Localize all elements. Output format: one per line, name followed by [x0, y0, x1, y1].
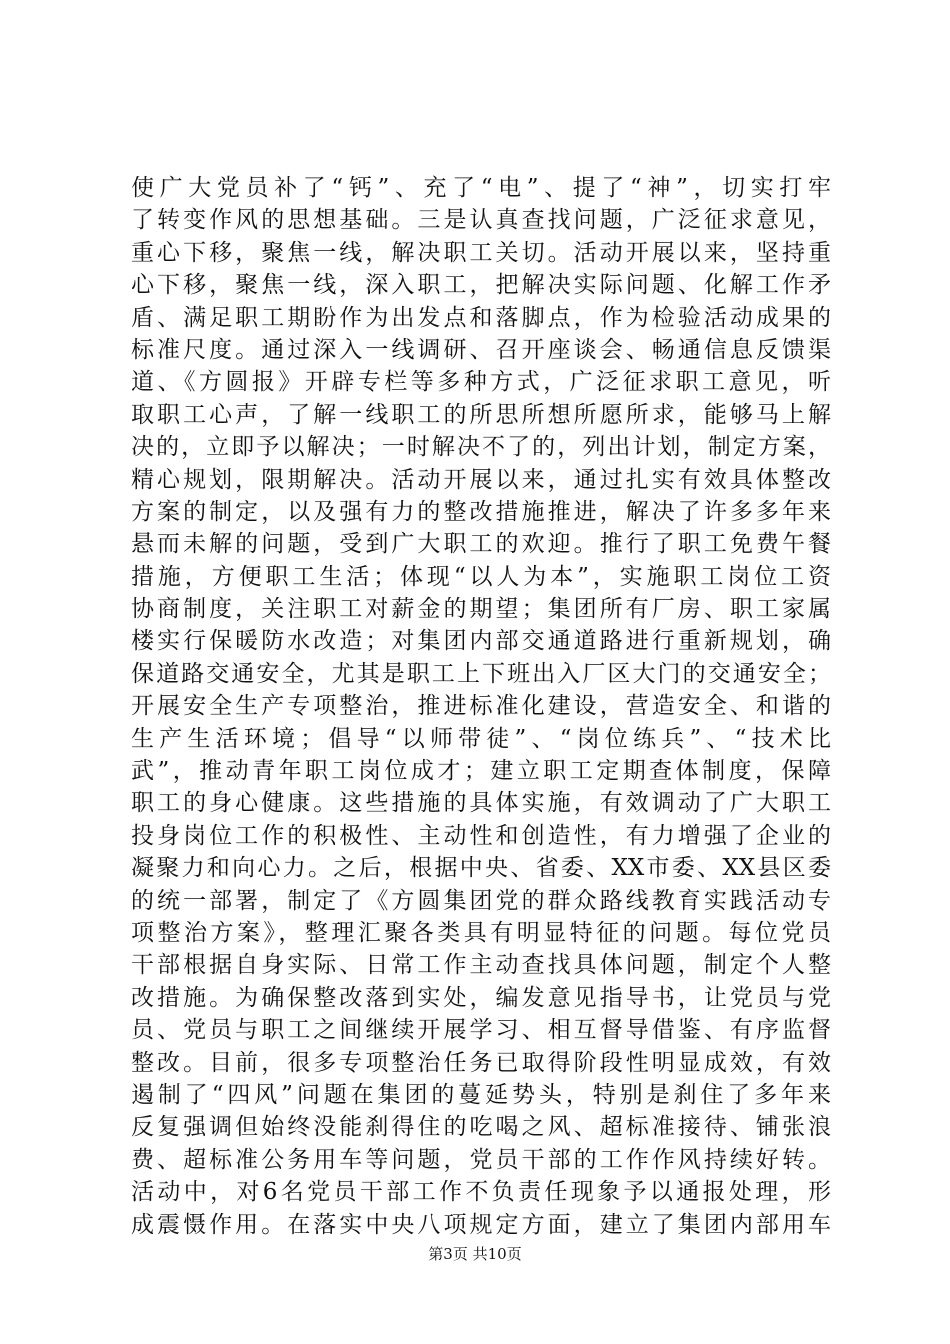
text-line: 决的，立即予以解决；一时解决不了的，列出计划，制定方案， — [131, 434, 831, 461]
text-line: 职工的身心健康。这些措施的具体实施，有效调动了广大职工 — [131, 790, 831, 817]
text-line: 项整治方案》，整理汇聚各类具有明显特征的问题。每位党员 — [131, 919, 831, 946]
text-line: 武”，推动青年职工岗位成才；建立职工定期查体制度，保障 — [131, 758, 831, 785]
text-line: 遏制了“四风”问题在集团的蔓延势头，特别是刹住了多年来 — [131, 1081, 831, 1108]
text-line: 道、《方圆报》开辟专栏等多种方式，广泛征求职工意见，听 — [131, 369, 831, 396]
text-line: 重心下移，聚焦一线，解决职工关切。活动开展以来，坚持重 — [131, 239, 831, 266]
text-line: 措施，方便职工生活；体现“以人为本”，实施职工岗位工资 — [131, 563, 831, 590]
text-line: 方案的制定，以及强有力的整改措施推进，解决了许多多年来 — [131, 498, 831, 525]
text-line: 凝聚力和向心力。之后，根据中央、省委、XX市委、XX县区委 — [131, 855, 831, 882]
text-line: 开展安全生产专项整治，推进标准化建设，营造安全、和谐的 — [131, 693, 831, 720]
text-line: 反复强调但始终没能刹得住的吃喝之风、超标准接待、铺张浪 — [131, 1114, 831, 1141]
text-line: 取职工心声，了解一线职工的所思所想所愿所求，能够马上解 — [131, 401, 831, 428]
text-line: 保道路交通安全，尤其是职工上下班出入厂区大门的交通安全； — [131, 660, 831, 687]
text-line: 标准尺度。通过深入一线调研、召开座谈会、畅通信息反馈渠 — [131, 336, 831, 363]
text-line: 费、超标准公务用车等问题，党员干部的工作作风持续好转。 — [131, 1146, 831, 1173]
text-line: 干部根据自身实际、日常工作主动查找具体问题，制定个人整 — [131, 952, 831, 979]
text-line: 悬而未解的问题，受到广大职工的欢迎。推行了职工免费午餐 — [131, 531, 831, 558]
page-footer: 第3页 共10页 — [428, 1245, 522, 1263]
text-line: 整改。目前，很多专项整治任务已取得阶段性明显成效，有效 — [131, 1049, 831, 1076]
text-line: 生产生活环境；倡导“以师带徒”、“岗位练兵”、“技术比 — [131, 725, 831, 752]
text-line: 使广大党员补了“钙”、充了“电”、提了“神”，切实打牢 — [131, 175, 831, 201]
text-line: 投身岗位工作的积极性、主动性和创造性，有力增强了企业的 — [131, 822, 831, 849]
text-line: 的统一部署，制定了《方圆集团党的群众路线教育实践活动专 — [131, 887, 831, 914]
text-line: 了转变作风的思想基础。三是认真查找问题，广泛征求意见， — [131, 207, 831, 234]
text-line: 楼实行保暖防水改造；对集团内部交通道路进行重新规划，确 — [131, 628, 831, 655]
text-line: 成震慑作用。在落实中央八项规定方面，建立了集团内部用车 — [131, 1211, 831, 1238]
body-paragraph — [131, 172, 831, 1241]
text-line: 改措施。为确保整改落到实处，编发意见指导书，让党员与党 — [131, 984, 831, 1011]
text-line: 盾、满足职工期盼作为出发点和落脚点，作为检验活动成果的 — [131, 304, 831, 331]
text-line: 协商制度，关注职工对薪金的期望；集团所有厂房、职工家属 — [131, 596, 831, 623]
text-line: 活动中，对6名党员干部工作不负责任现象予以通报处理，形 — [131, 1179, 831, 1206]
text-line: 心下移，聚焦一线，深入职工，把解决实际问题、化解工作矛 — [131, 272, 831, 299]
text-line: 员、党员与职工之间继续开展学习、相互督导借鉴、有序监督 — [131, 1017, 831, 1044]
text-line: 精心规划，限期解决。活动开展以来，通过扎实有效具体整改 — [131, 466, 831, 493]
